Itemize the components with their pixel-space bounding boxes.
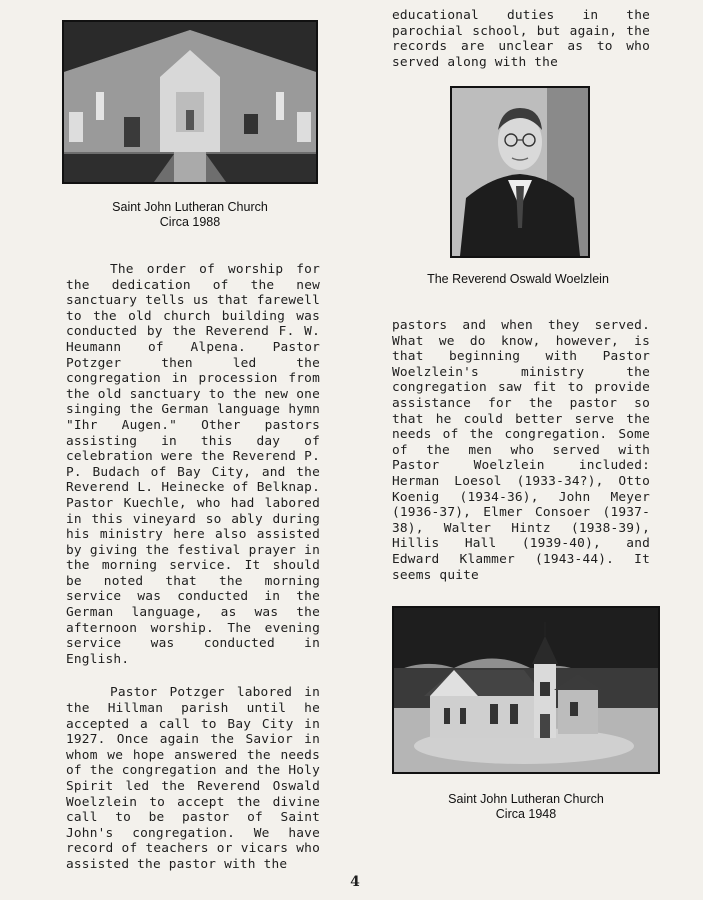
- caption-title: Saint John Lutheran Church: [112, 200, 268, 214]
- church-exterior-illustration: [394, 608, 658, 772]
- church-interior-illustration: [64, 22, 316, 182]
- church-1988-caption: [62, 200, 318, 230]
- caption-date: Circa 1948: [495, 807, 557, 821]
- education-paragraph: educational duties in the parochial school, but again, the records are unclear as to who served along with the: [392, 8, 650, 70]
- right-column-top-text: [392, 8, 650, 70]
- church-1948-caption: [392, 792, 660, 822]
- church-exterior-photo: [392, 606, 660, 774]
- church-interior-photo: [62, 20, 318, 184]
- woelzlein-caption: The Reverend Oswald Woelzlein: [427, 272, 609, 286]
- caption-title: Saint John Lutheran Church: [448, 792, 604, 806]
- dedication-paragraph: The order of worship for the dedication of the new sanctuary tells us that farewell to the old church building was conducted by the Reverend F. W. Heumann of Alpena. Pastor Potzger then led the congregation in procession from the old sanctuary to the new one singing the German language hymn "Ihr Augen." Other pastors assisting in this day of celebration were the Reverend P. P. Budach of Bay City, and the Reverend L. Heinecke of Belknap. Pastor Kuechle, who had labored in this vineyard so ably during his ministry here also assisted by giving the festival prayer in the morning service. It should be noted that the morning service was conducted in the German language, as was the afternoon worship. The evening service was conducted in English.: [66, 262, 320, 667]
- assistants-paragraph: pastors and when they served. What we do know, however, is that beginning with Pastor Woelzlein's ministry the congregation saw fit to provide assistance for the pastor so that he could better serve the needs of the congregation. Some of the men who served with Pastor Woelzlein included: Herman Loesol (1933-34?), Otto Koenig (1934-36), John Meyer (1936-37), Elmer Consoer (1937-38), Walter Hintz (1938-39), Hillis Hall (1939-40), and Edward Klammer (1943-44). It seems quite: [392, 318, 650, 583]
- woelzlein-portrait-photo: [450, 86, 590, 258]
- portrait-illustration: [452, 88, 588, 256]
- left-column-text: [66, 262, 320, 873]
- right-column-middle-text: [392, 318, 650, 583]
- potzger-paragraph: Pastor Potzger labored in the Hillman parish until he accepted a call to Bay City in 1927. Once again the Savior in whom we hope answered the needs of the congregation and the Holy Spirit led the Reverend Oswald Woelzlein to accept the divine call to be pastor of Saint John's congregation. We have record of teachers or vicars who assisted the pastor with the: [66, 685, 320, 872]
- caption-date: Circa 1988: [159, 215, 221, 229]
- page-number: 4: [350, 874, 360, 890]
